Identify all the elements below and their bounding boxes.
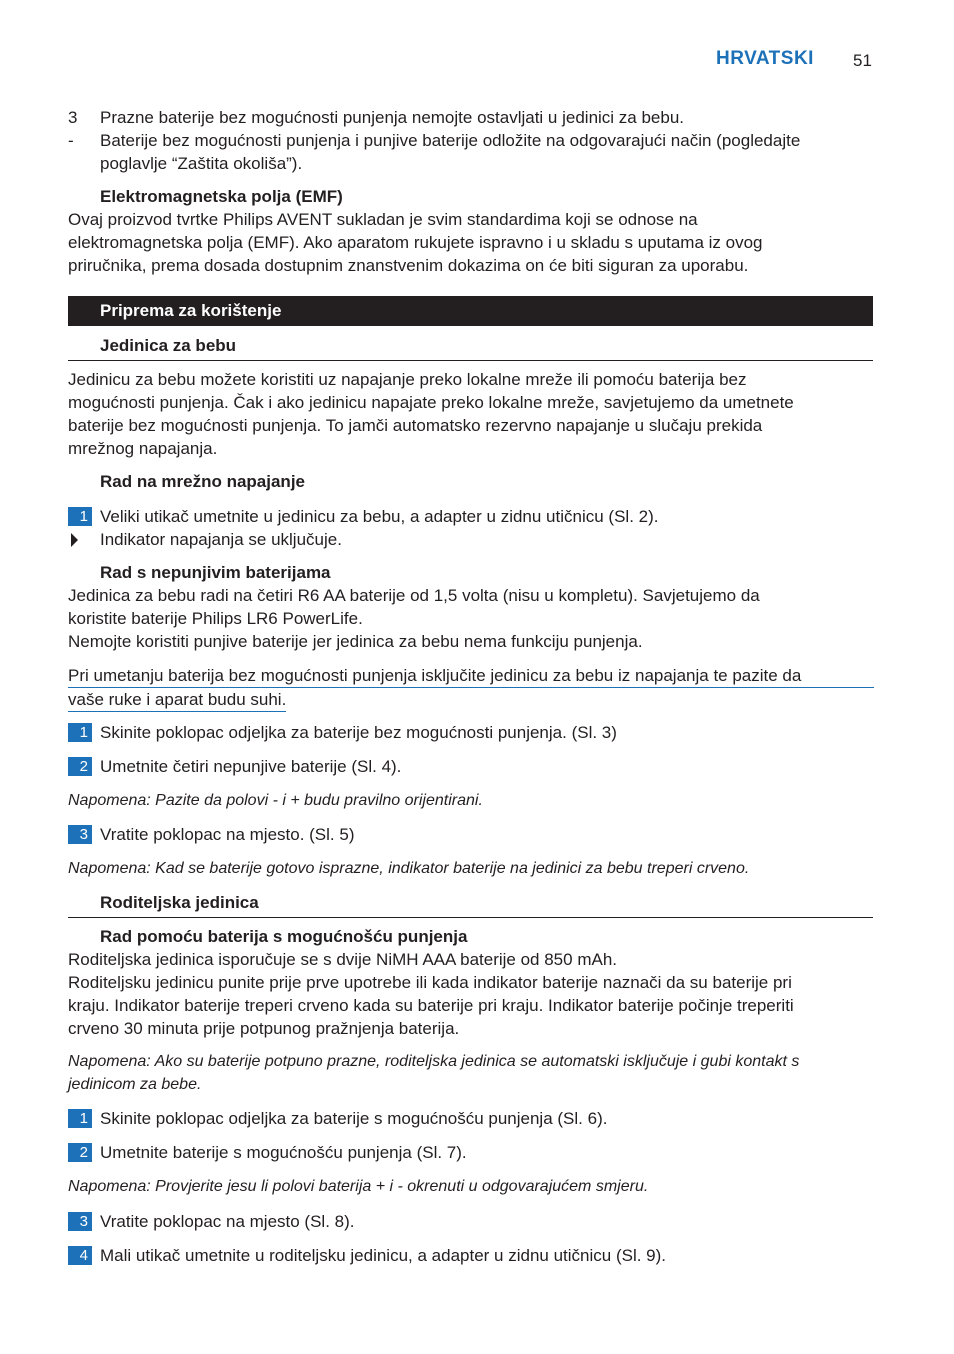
- result-row: [68, 529, 874, 551]
- list-text: Prazne baterije bez mogućnosti punjenja nemojte ostavljati u jedinici za bebu.: [100, 108, 685, 127]
- paragraph-line: kraju. Indikator baterije treperi crveno kada su baterije pri kraju. Indikator baterije počinje treperiti: [68, 996, 794, 1015]
- result-arrow-icon: [71, 533, 78, 547]
- baby-unit-heading: [68, 335, 873, 361]
- paragraph-line: koristite baterije Philips LR6 PowerLife.: [68, 609, 363, 628]
- step-number-badge: 3: [68, 825, 92, 844]
- note: Napomena: Kad se baterije gotovo isprazne, indikator baterije na jedinici za bebu treperi crveno.: [68, 860, 750, 877]
- list-number: 3: [68, 108, 78, 127]
- emf-text-line: priručnika, prema dosada dostupnim znanstvenim dokazima on će biti siguran za uporabu.: [68, 256, 749, 275]
- step-number-badge: 4: [68, 1246, 92, 1265]
- mains-heading: Rad na mrežno napajanje: [100, 472, 305, 491]
- paragraph-line: Roditeljska jedinica isporučuje se s dvije NiMH AAA baterije od 850 mAh.: [68, 950, 617, 969]
- paragraph-line: Jedinica za bebu radi na četiri R6 AA baterije od 1,5 volta (nisu u kompletu). Savjetujemo da: [68, 586, 760, 605]
- section-bar: [68, 296, 873, 326]
- note: Napomena: Provjerite jesu li polovi baterija + i - okrenuti u odgovarajućem smjeru.: [68, 1178, 649, 1195]
- warning-line: Pri umetanju baterija bez mogućnosti punjenja isključite jedinicu za bebu iz napajanja te pazite da: [68, 665, 874, 688]
- page-number: 51: [853, 51, 872, 70]
- section-title: Priprema za korištenje: [100, 301, 282, 320]
- paragraph-line: Roditeljsku jedinicu punite prije prve upotrebe ili kada indikator baterije naznači da su baterije pri: [68, 973, 792, 992]
- paragraph-line: crveno 30 minuta prije potpunog pražnjenja baterija.: [68, 1019, 460, 1038]
- step-text: Mali utikač umetnite u roditeljsku jedinicu, a adapter u zidnu utičnicu (Sl. 9).: [100, 1246, 667, 1265]
- step-number-badge: 1: [68, 723, 92, 742]
- result-text: Indikator napajanja se uključuje.: [100, 530, 342, 549]
- step-text: Vratite poklopac na mjesto. (Sl. 5): [100, 825, 355, 844]
- heading-text: Jedinica za bebu: [100, 336, 237, 355]
- step-row: [68, 506, 874, 528]
- emf-text-line: Ovaj proizvod tvrtke Philips AVENT sukladan je svim standardima koji se odnose na: [68, 210, 698, 229]
- step-row: [68, 824, 874, 846]
- paragraph-line: mrežnog napajanja.: [68, 439, 218, 458]
- step-number-badge: 3: [68, 1212, 92, 1231]
- step-number-badge: 2: [68, 757, 92, 776]
- step-text: Umetnite baterije s mogućnošću punjenja (Sl. 7).: [100, 1143, 467, 1162]
- step-row: [68, 1211, 874, 1233]
- language-label: HRVATSKI: [716, 48, 814, 69]
- note-continued: jedinicom za bebe.: [68, 1076, 202, 1093]
- paragraph-line: baterije bez mogućnosti punjenja. To jamči automatsko rezervno napajanje u slučaju prekida: [68, 416, 763, 435]
- warning-line: vaše ruke i aparat budu suhi.: [68, 689, 286, 712]
- step-text: Vratite poklopac na mjesto (Sl. 8).: [100, 1212, 355, 1231]
- list-text: Baterije bez mogućnosti punjenja i punjive baterije odložite na odgovarajući način (pogledajte: [100, 131, 801, 150]
- note: Napomena: Ako su baterije potpuno prazne, roditeljska jedinica se automatski isključuje i gubi kontakt s: [68, 1053, 800, 1070]
- step-number-badge: 1: [68, 1109, 92, 1128]
- paragraph-line: Nemojte koristiti punjive baterije jer jedinica za bebu nema funkciju punjenja.: [68, 632, 643, 651]
- parent-unit-heading: [68, 892, 873, 918]
- note: Napomena: Pazite da polovi - i + budu pravilno orijentirani.: [68, 792, 483, 809]
- step-text: Veliki utikač umetnite u jedinicu za bebu, a adapter u zidnu utičnicu (Sl. 2).: [100, 507, 659, 526]
- list-dash: -: [68, 131, 74, 150]
- step-text: Umetnite četiri nepunjive baterije (Sl. 4).: [100, 757, 402, 776]
- step-text: Skinite poklopac odjeljka za baterije bez mogućnosti punjenja. (Sl. 3): [100, 723, 617, 742]
- emf-text-line: elektromagnetska polja (EMF). Ako aparatom rukujete ispravno i u skladu s uputama iz ovog: [68, 233, 763, 252]
- step-number-badge: 2: [68, 1143, 92, 1162]
- rechargeable-heading: Rad pomoću baterija s mogućnošću punjenja: [100, 927, 468, 946]
- paragraph-line: Jedinicu za bebu možete koristiti uz napajanje preko lokalne mreže ili pomoću baterija bez: [68, 370, 747, 389]
- step-number-badge: 1: [68, 507, 92, 526]
- paragraph-line: mogućnosti punjenja. Čak i ako jedinicu napajate preko lokalne mreže, savjetujemo da umetnete: [68, 393, 794, 412]
- battery-heading: Rad s nepunjivim baterijama: [100, 563, 331, 582]
- step-row: [68, 1108, 874, 1130]
- warning-block: [68, 665, 874, 713]
- step-text: Skinite poklopac odjeljka za baterije s mogućnošću punjenja (Sl. 6).: [100, 1109, 608, 1128]
- heading-text: Roditeljska jedinica: [100, 893, 259, 912]
- emf-heading: Elektromagnetska polja (EMF): [100, 187, 343, 206]
- step-row: [68, 1142, 874, 1164]
- list-text: poglavlje “Zaštita okoliša”).: [100, 154, 303, 173]
- step-row: [68, 1245, 874, 1267]
- step-row: [68, 722, 874, 744]
- step-row: [68, 756, 874, 778]
